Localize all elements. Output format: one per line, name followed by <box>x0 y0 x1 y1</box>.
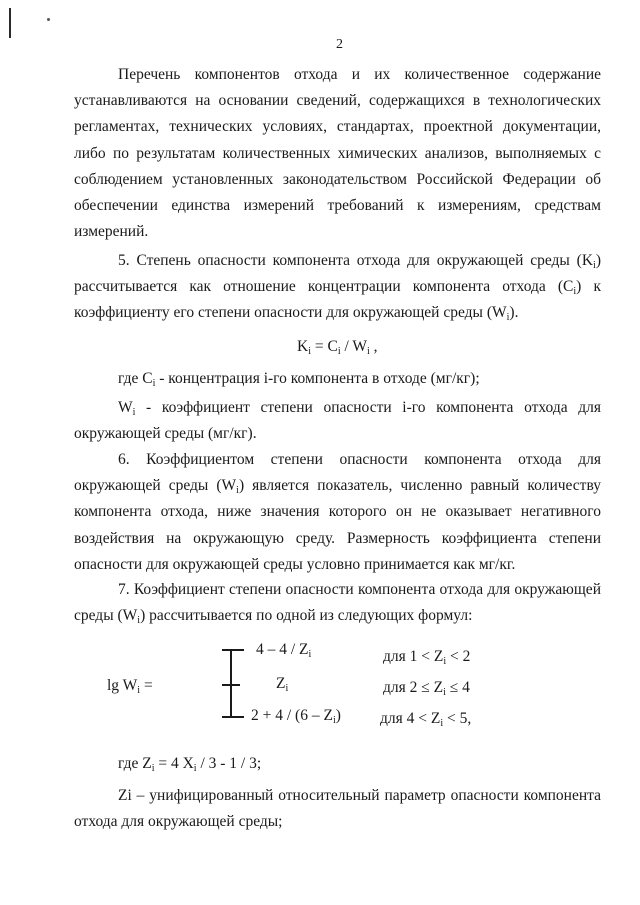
where-c-a: где C <box>118 370 153 387</box>
p6-sub: i <box>236 485 239 497</box>
where-w-b: - коэффициент степени опасности i-го компонента отхода для окружающей среды (мг/кг). <box>74 399 601 443</box>
where-c-line <box>118 370 480 388</box>
formula-lgw-lhs <box>107 677 153 695</box>
paragraph-7 <box>74 577 601 629</box>
cond-2-a: для 2 ≤ Z <box>383 679 444 696</box>
where-z-sub-1: i <box>151 763 155 774</box>
formula-k-lhs: K <box>297 338 309 355</box>
formula-k-mid: = C <box>310 338 338 355</box>
case-3-expression <box>251 707 341 725</box>
where-z-a: где Z <box>118 755 152 772</box>
where-z-line <box>118 755 261 773</box>
formula-k-sub-1: i <box>308 346 311 357</box>
p7-sub: i <box>137 615 141 627</box>
p5-sub-2: i <box>573 286 577 298</box>
cond-2-b: ≤ 4 <box>445 679 470 696</box>
p5-text-a: 5. Степень опасности компонента отхода для окружающей среды (K <box>118 252 594 269</box>
paragraph-5 <box>74 248 601 327</box>
p5-sub-1: i <box>593 260 596 271</box>
where-z-b: = 4 X <box>154 755 194 772</box>
cond-1-a: для 1 < Z <box>383 648 444 665</box>
where-z-c: / 3 - 1 / 3; <box>196 755 262 772</box>
case-2-expression <box>276 675 288 693</box>
case-3-b: ) <box>335 707 341 724</box>
p5-text-c: ) к коэффициенту его степени опасности для окружающей среды (W <box>74 278 601 322</box>
case-2-text: Z <box>276 675 286 692</box>
formula-k-slash: / W <box>340 338 368 355</box>
p5-text-d: ). <box>509 304 519 322</box>
cond-1-sub: i <box>443 656 447 667</box>
condition-2 <box>383 679 470 697</box>
formula-k-end: , <box>369 338 378 355</box>
condition-3 <box>380 710 471 728</box>
cond-3-b: < 5, <box>443 710 472 727</box>
scan-edge-mark <box>9 8 11 38</box>
case-1-expression <box>256 641 311 659</box>
case-3-sub: i <box>332 715 336 726</box>
case-1-sub: i <box>308 649 312 660</box>
cond-3-a: для 4 < Z <box>380 710 441 727</box>
formula-lgw-a: lg W <box>107 677 138 694</box>
where-c-sub: i <box>152 378 156 389</box>
p5-text-b: ) рассчитывается как отношение концентрации компонента отхода (C <box>74 252 601 296</box>
formula-lgw-sub: i <box>137 685 141 696</box>
piecewise-brace-bottom <box>222 716 244 718</box>
piecewise-brace-middle <box>222 684 240 686</box>
p7-text-a: 7. Коэффициент степени опасности компонента отхода для окружающей среды (W <box>74 581 601 625</box>
case-3-a: 2 + 4 / (6 – Z <box>251 707 333 724</box>
formula-k <box>297 338 378 356</box>
scan-dot-mark <box>47 18 50 21</box>
page-number: 2 <box>336 37 343 52</box>
p7-text-b: ) рассчитывается по одной из следующих формул: <box>140 607 473 625</box>
piecewise-brace <box>230 649 232 717</box>
paragraph-6 <box>74 447 601 578</box>
formula-k-sub-3: i <box>367 346 370 357</box>
p6-text-b: ) является показатель, численно равный количеству компонента отхода, ниже значения которого он не оказывает негативного воздействия на окружающую среду. Размерность коэффициента степени опасности для окружающей среды условно принимается как мг/кг. <box>74 477 601 573</box>
formula-lgw-b: = <box>140 677 153 694</box>
intro-paragraph: Перечень компонентов отхода и их количественное содержание устанавливаются на основании сведений, содержащихся в технологических регламентах, технических условиях, стандартах, проектной документации, либо по результатам количественных химических анализов, выполняемых с соблюдением установленных законодательством Российской Федерации об обеспечении единства измерений требований к измерениям, средствам измерений. <box>74 66 601 241</box>
case-1-text: 4 – 4 / Z <box>256 641 309 658</box>
p6-text-a: 6. Коэффициентом степени опасности компонента отхода для окружающей среды (W <box>74 451 601 495</box>
formula-k-sub-2: i <box>337 346 341 357</box>
where-w-sub: i <box>132 407 136 418</box>
cond-1-b: < 2 <box>446 648 471 665</box>
case-2-sub: i <box>285 683 289 694</box>
p5-sub-3: i <box>506 312 510 324</box>
where-z-sub-2: i <box>193 763 197 774</box>
zi-definition: Zi – унифицированный относительный параметр опасности компонента отхода для окружающей среды; <box>74 787 601 831</box>
where-c-b: - концентрация i-го компонента в отходе (мг/кг); <box>155 370 480 387</box>
where-w-paragraph <box>74 395 601 447</box>
condition-1 <box>383 648 470 666</box>
where-w-a: W <box>118 399 133 416</box>
cond-3-sub: i <box>440 718 444 729</box>
piecewise-brace-top <box>222 649 244 651</box>
cond-2-sub: i <box>443 687 446 698</box>
